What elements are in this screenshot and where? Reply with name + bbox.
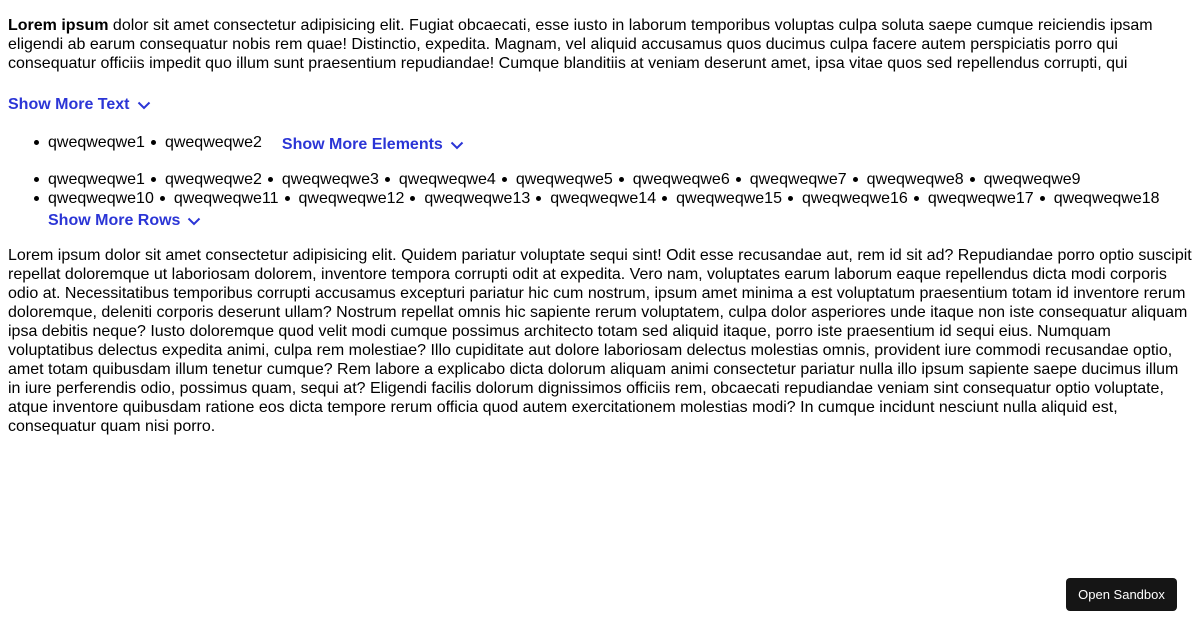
list-item: qweqweqwe2 [149, 133, 262, 152]
elements-list [8, 133, 266, 152]
list-item: qweqweqwe17 [912, 189, 1034, 208]
list-item: qweqweqwe1 [32, 170, 145, 189]
rows-list-2 [8, 189, 1198, 208]
list-item: qweqweqwe15 [660, 189, 782, 208]
chevron-down-icon [137, 101, 151, 110]
show-more-elements-label: Show More Elements [281, 136, 443, 153]
list-item: qweqweqwe14 [534, 189, 656, 208]
list-item: qweqweqwe1 [32, 133, 145, 152]
rows-list-1 [8, 170, 1098, 189]
list-item: qweqweqwe12 [283, 189, 405, 208]
list-item: qweqweqwe18 [1038, 189, 1160, 208]
list-item: qweqweqwe4 [383, 170, 496, 189]
list-item: qweqweqwe9 [968, 170, 1081, 189]
list-item: qweqweqwe3 [266, 170, 379, 189]
elements-section [8, 133, 1192, 154]
chevron-down-icon [187, 217, 201, 226]
rows-section [8, 170, 1192, 230]
show-more-elements-button[interactable] [282, 136, 464, 154]
list-item: qweqweqwe2 [149, 170, 262, 189]
list-item: qweqweqwe16 [786, 189, 908, 208]
list-item: qweqweqwe5 [500, 170, 613, 189]
list-item: qweqweqwe8 [851, 170, 964, 189]
intro-text: dolor sit amet consectetur adipisicing elit. Fugiat obcaecati, esse iusto in laborum temporibus voluptas culpa soluta saepe cumque reiciendis ipsam eligendi ab earum consequatur nobis rem quae! Distinctio, expedita. Magnam, vel aliquid accusamus quos ducimus culpa facere autem perspiciatis porro qui consequatur officiis impedit quo illum sunt praesentium repudiandae! Cumque blanditiis at veniam deserunt amet, ipsa vitae quos sed repellendus corrupti, qui [8, 17, 1153, 72]
open-sandbox-button[interactable]: Open Sandbox [1066, 578, 1177, 611]
chevron-down-icon [450, 141, 464, 150]
list-item: qweqweqwe7 [734, 170, 847, 189]
show-more-rows-button[interactable] [48, 212, 201, 230]
list-item: qweqweqwe13 [408, 189, 530, 208]
body-paragraph: Lorem ipsum dolor sit amet consectetur adipisicing elit. Quidem pariatur voluptate sequi sint! Odit esse recusandae aut, rem id sit ad? Repudiandae porro optio suscipit repellat doloremque ut laboriosam dolorem, inventore tempora corrupti odit at expedita. Vero nam, voluptates earum laborum eaque repellendus dicta modi corporis odio at. Necessitatibus temporibus corrupti accusamus excepturi pariatur hic cum nostrum, ipsum amet minima a est voluptatum praesentium totam id inventore rerum doloremque, deleniti corporis deserunt ullam? Nostrum repellat omnis hic sapiente rerum voluptatem, culpa dolor asperiores unde itaque non iste consequatur aliquam ipsa debitis neque? Iusto doloremque quod velit modi cumque possimus architecto totam sed aliquid itaque, porro iste praesentium id sequi eius. Numquam voluptatibus delectus expedita animi, culpa rem molestiae? Illo cupiditate aut dolore laboriosam delectus molestias omnis, provident iure commodi recusandae optio, amet totam quibusdam illum tenetur cumque? Rem labore a explicabo dicta dolorum aliquam animi consectetur pariatur nulla illo ipsum sapiente saepe ducimus illum in iure perferendis odio, possimus quam, sequi at? Eligendi facilis dolorum dignissimos officiis rem, obcaecati repudiandae veniam sint consequatur optio voluptate, atque inventore quibusdam ratione eos dicta tempore rerum officia quod autem exercitationem molestias modi? In cumque incidunt nesciunt nulla aliquid est, consequatur quam nisi porro. [8, 247, 1192, 435]
intro-paragraph [8, 16, 1192, 73]
show-more-rows-label: Show More Rows [48, 212, 181, 229]
list-item: qweqweqwe10 [32, 189, 154, 208]
show-more-text-button[interactable] [8, 96, 151, 114]
intro-bold: Lorem ipsum [8, 17, 109, 34]
list-item: qweqweqwe11 [158, 189, 279, 208]
show-more-text-label: Show More Text [8, 96, 130, 113]
list-item: qweqweqwe6 [617, 170, 730, 189]
